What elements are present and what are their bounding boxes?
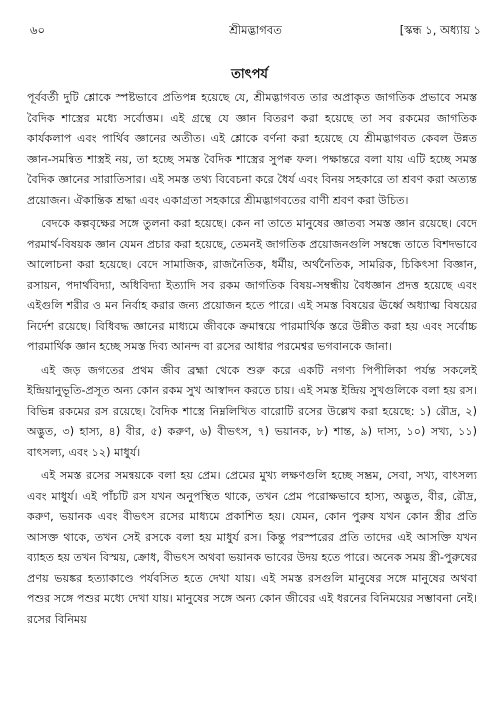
paragraph: এই জড় জগতের প্রথম জীব ব্রহ্মা থেকে শুরু করে একটি নগণ্য পিপীলিকা পর্যন্ত সকলেই ইন্দ্রিয়ানুভূতি-প্রসূত অন্য কোন রকম সুখ আস্বাদন করতে চায়। এই সমস্ত ইন্দ্রিয় সুখগুলিকে বলা হয় রস। বিভিন্ন রকমের রস রয়েছে। বৈদিক শাস্ত্রে নিম্নলিখিত বারোটি রসের উল্লেখ করা হয়েছে: ১) রৌদ্র, ২) অদ্ভুত, ৩) হাস্য, ৪) বীর, ৫) করুণ, ৬) বীভৎস, ৭) ভয়ানক, ৮) শান্ত, ৯) দাস্য, ১০) সখ্য, ১১) বাৎসল্য, এবং ১২) মাধুর্য। (27, 363, 477, 459)
paragraph: এই সমস্ত রসের সমন্বয়কে বলা হয় প্রেম। প্রেমের মুখ্য লক্ষণগুলি হচ্ছে সম্ভ্রম, সেবা, সখ্য, বাৎসল্য এবং মাধুর্য। এই পাঁচটি রস যখন অনুপস্থিত থাকে, তখন প্রেম পরোক্ষভাবে হাস্য, অদ্ভুত, বীর, রৌদ্র, করুণ, ভয়ানক এবং বীভৎস রসের মাধ্যমে প্রকাশিত হয়। যেমন, কোন পুরুষ যখন কোন স্ত্রীর প্রতি আসক্ত থাকে, তখন সেই রসকে বলা হয় মাধুর্য রস। কিন্তু পরস্পরের প্রতি তাদের এই আসক্তি যখন ব্যাহত হয় তখন বিস্ময়, ক্রোধ, বীভৎস অথবা ভয়ানক ভাবের উদয় হতে পারে। অনেক সময় স্ত্রী-পুরুষের প্রণয় ভয়ঙ্কর হত্যাকাণ্ডে পর্যবসিত হতে দেখা যায়। এই সমস্ত রসগুলি মানুষের সঙ্গে মানুষের অথবা পশুর সঙ্গে পশুর মধ্যে দেখা যায়। মানুষের সঙ্গে অন্য কোন জীবের এই ধরনের বিনিময়ের সম্ভাবনা নেই। রসের বিনিময় (27, 469, 477, 626)
running-header (30, 22, 481, 38)
chapter-reference: [স্কন্ধ ১, অধ্যায় ১ (399, 23, 481, 37)
page-number: ৬০ (30, 23, 45, 37)
paragraph: পূর্ববর্তী দুটি শ্লোকে স্পষ্টভাবে প্রতিপন্ন হয়েছে যে, শ্রীমদ্ভাগবত তার অপ্রাকৃত জাগতিক প্রভাবে সমস্ত বৈদিক শাস্ত্রের মধ্যে সর্বোত্তম। এই গ্রন্থে যে জ্ঞান বিতরণ করা হয়েছে তা সব রকমের জাগতিক কার্যকলাপ এবং পার্থিব জ্ঞানের অতীত। এই শ্লোকে বর্ণনা করা হয়েছে যে শ্রীমদ্ভাগবত কেবল উন্নত জ্ঞান-সমন্বিত শাস্ত্রই নয়, তা হচ্ছে সমস্ত বৈদিক শাস্ত্রের সুপক্ব ফল। পক্ষান্তরে বলা যায় এটি হচ্ছে সমস্ত বৈদিক জ্ঞানের সারাতিসার। এই সমস্ত তথ্য বিবেচনা করে ধৈর্য এবং বিনয় সহকারে তা শ্রবণ করা অত্যন্ত প্রয়োজন। ঐকান্তিক শ্রদ্ধা এবং একাগ্রতা সহকারে শ্রীমদ্ভাগবতের বাণী শ্রবণ করা উচিত। (27, 91, 477, 207)
paragraph: বেদকে কল্পবৃক্ষের সঙ্গে তুলনা করা হয়েছে। কেন না তাতে মানুষের জ্ঞাতব্য সমস্ত জ্ঞান রয়েছে। বেদে পরমার্থ-বিষয়ক জ্ঞান যেমন প্রচার করা হয়েছে, তেমনই জাগতিক প্রয়োজনগুলি সম্বন্ধে তাতে বিশদভাবে আলোচনা করা হয়েছে। বেদে সামাজিক, রাজনৈতিক, ধর্মীয়, অর্থনৈতিক, সামরিক, চিকিৎসা বিজ্ঞান, রসায়ন, পদার্থবিদ্যা, অধিবিদ্যা ইত্যাদি সব রকম জাগতিক বিষয়-সম্বন্ধীয় বৈধজ্ঞান প্রদত্ত হয়েছে এবং এইগুলি শরীর ও মন নির্বাহ করার জন্য প্রয়োজন হতে পারে। এই সমস্ত বিষয়ের ঊর্ধ্বে অধ্যাত্ম বিষয়ের নির্দেশ রয়েছে। বিধিবদ্ধ জ্ঞানের মাধ্যমে জীবকে ক্রমান্বয়ে পারমার্থিক স্তরে উন্নীত করা হয় এবং সর্বোচ্চ পারমার্থিক জ্ঞান হচ্ছে সমস্ত দিব্য আনন্দ বা রসের আধার পরমেশ্বর ভগবানকে জানা। (27, 217, 477, 353)
book-title: শ্রীমদ্ভাগবত (229, 23, 282, 37)
section-title: তাৎপর্য (231, 67, 268, 82)
purport-body (27, 88, 477, 633)
